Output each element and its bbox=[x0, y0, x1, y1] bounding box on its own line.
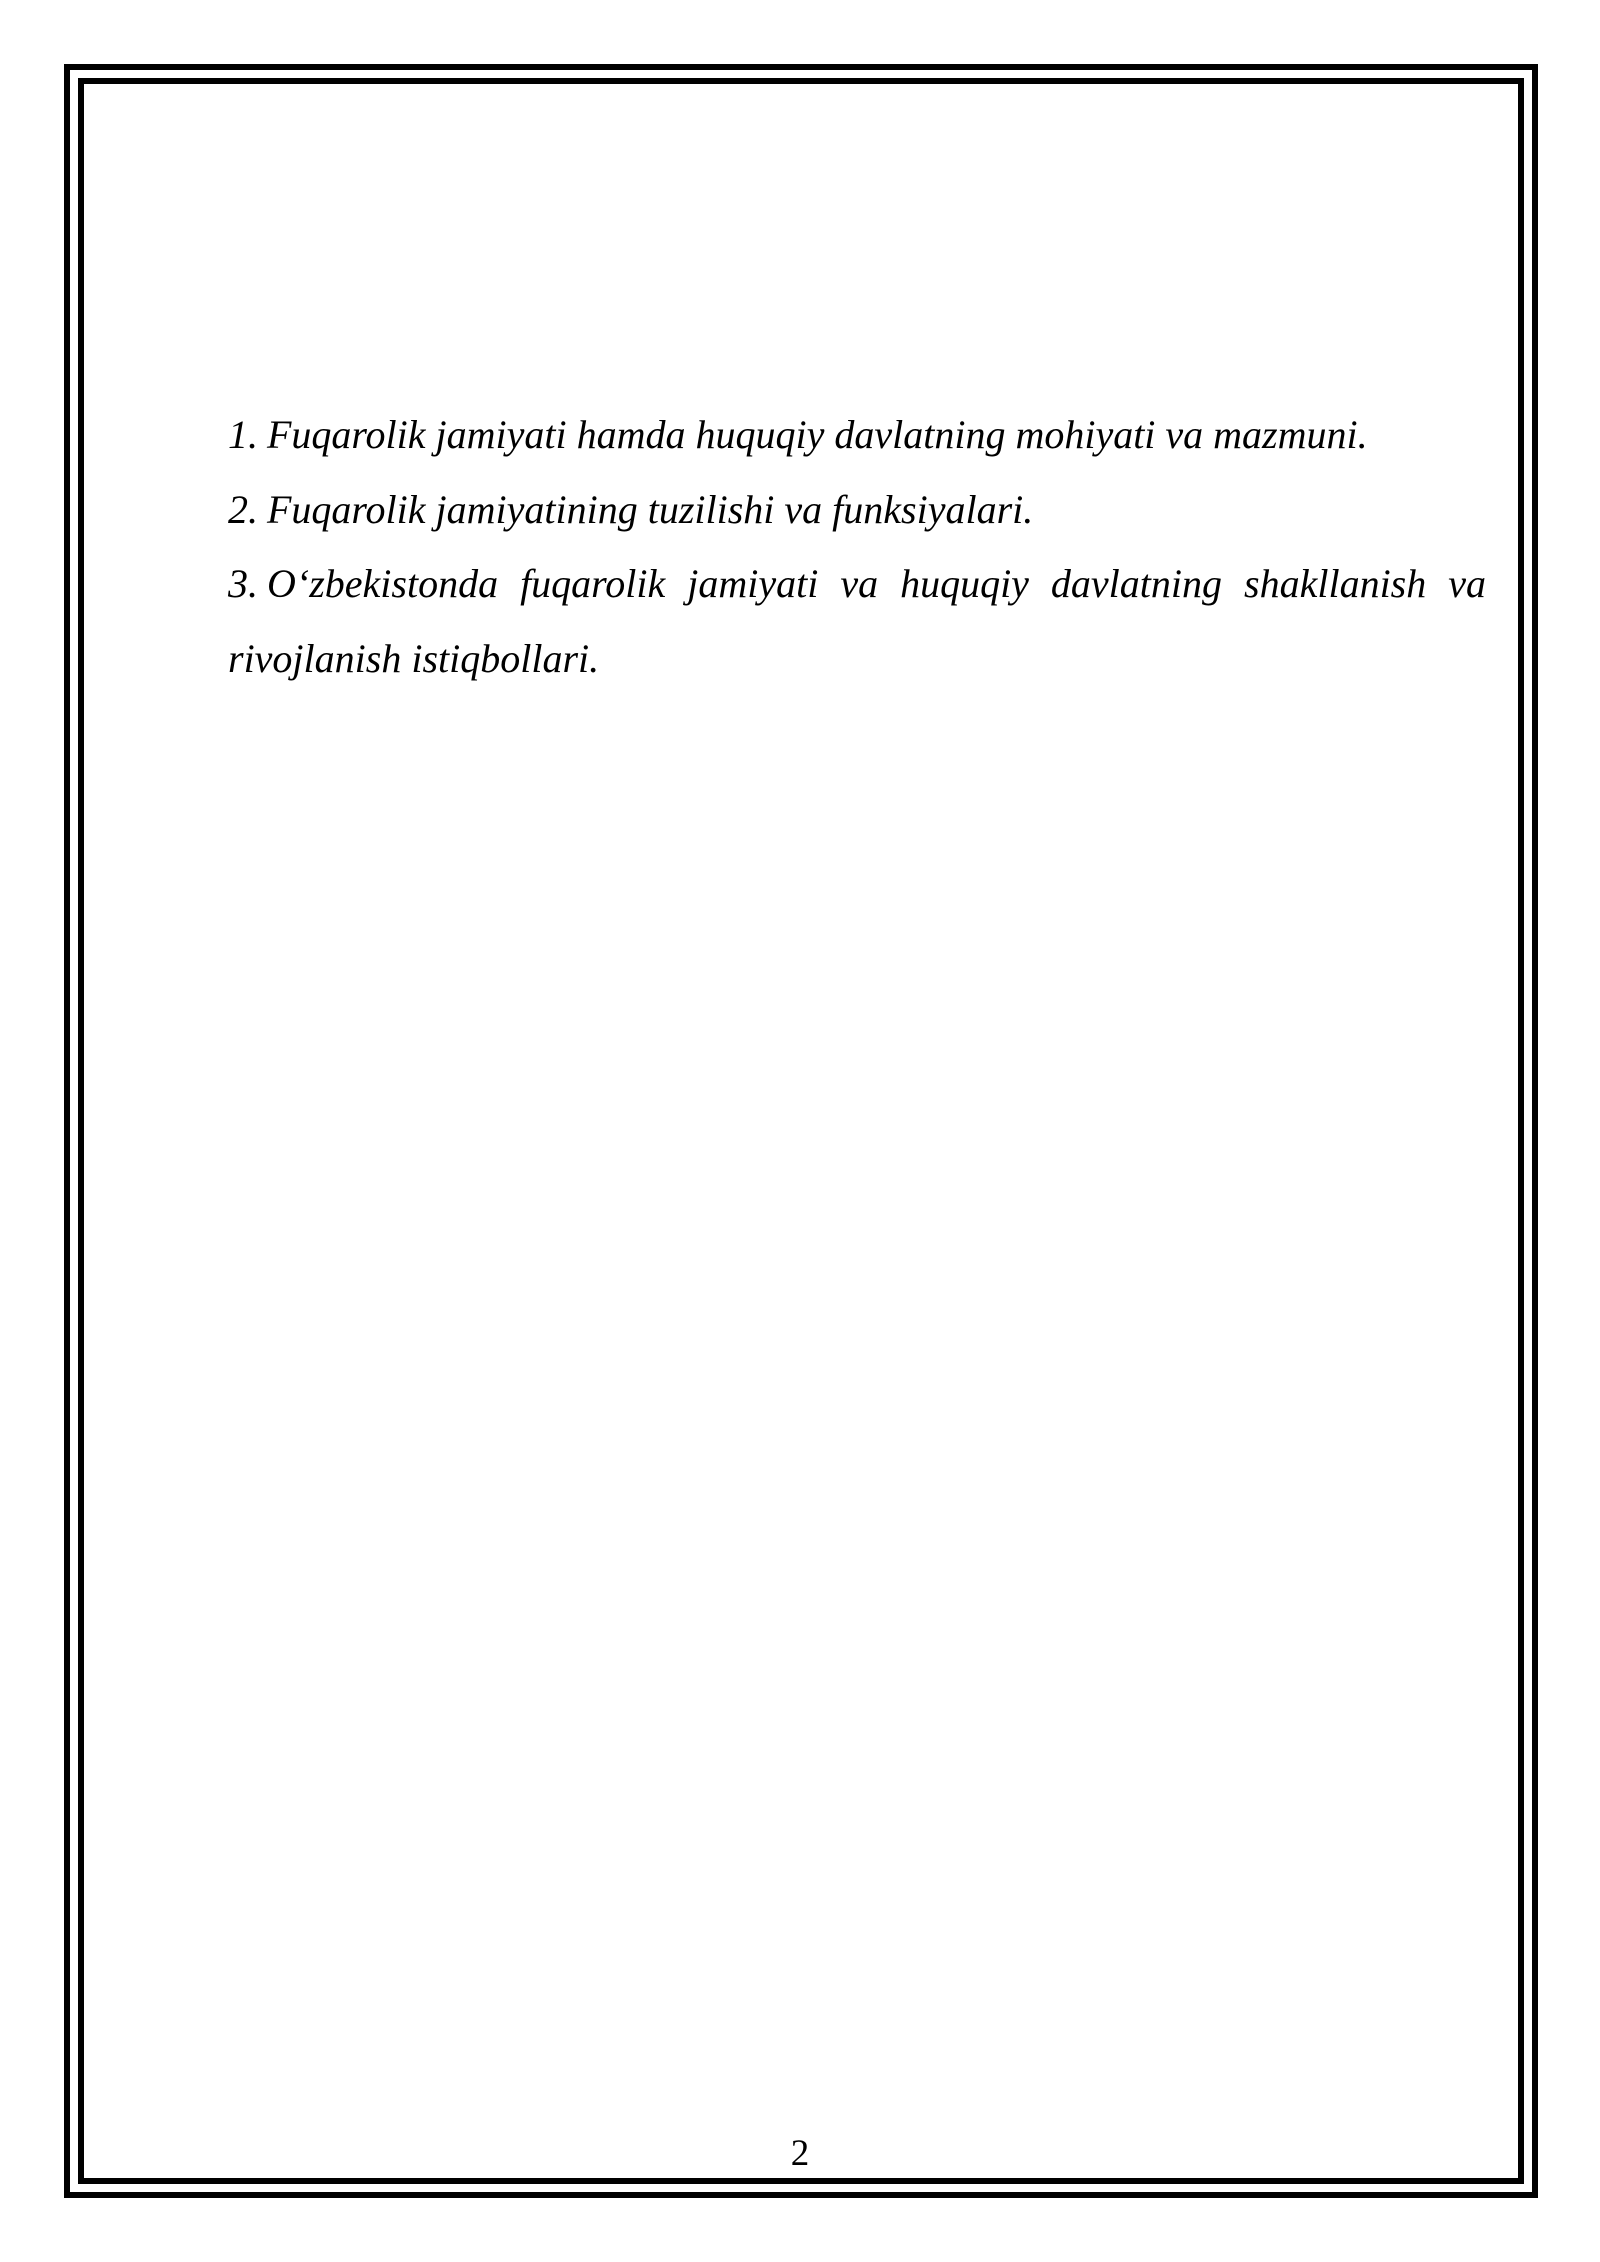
plan-item-text: Fuqarolik jamiyati hamda huquqiy davlatning mohiyati va mazmuni. bbox=[267, 412, 1368, 457]
plan-list bbox=[228, 398, 1486, 696]
plan-item-number: 1. bbox=[228, 412, 258, 457]
page-border-inner bbox=[78, 78, 1524, 2184]
page-number: 2 bbox=[790, 2133, 810, 2174]
plan-item-number: 2. bbox=[228, 486, 258, 532]
plan-item-text: O‘zbekistonda fuqarolik jamiyati va huquqiy davlatning shakllanish va rivojlanish istiqbollari. bbox=[228, 561, 1486, 681]
plan-item-number: 3. bbox=[228, 561, 258, 606]
plan-item-text: Fuqarolik jamiyatining tuzilishi va funksiyalari. bbox=[267, 486, 1034, 532]
plan-item-1 bbox=[228, 398, 1486, 473]
plan-item-2 bbox=[228, 473, 1486, 548]
page-content bbox=[228, 398, 1486, 696]
plan-item-3 bbox=[228, 547, 1486, 696]
